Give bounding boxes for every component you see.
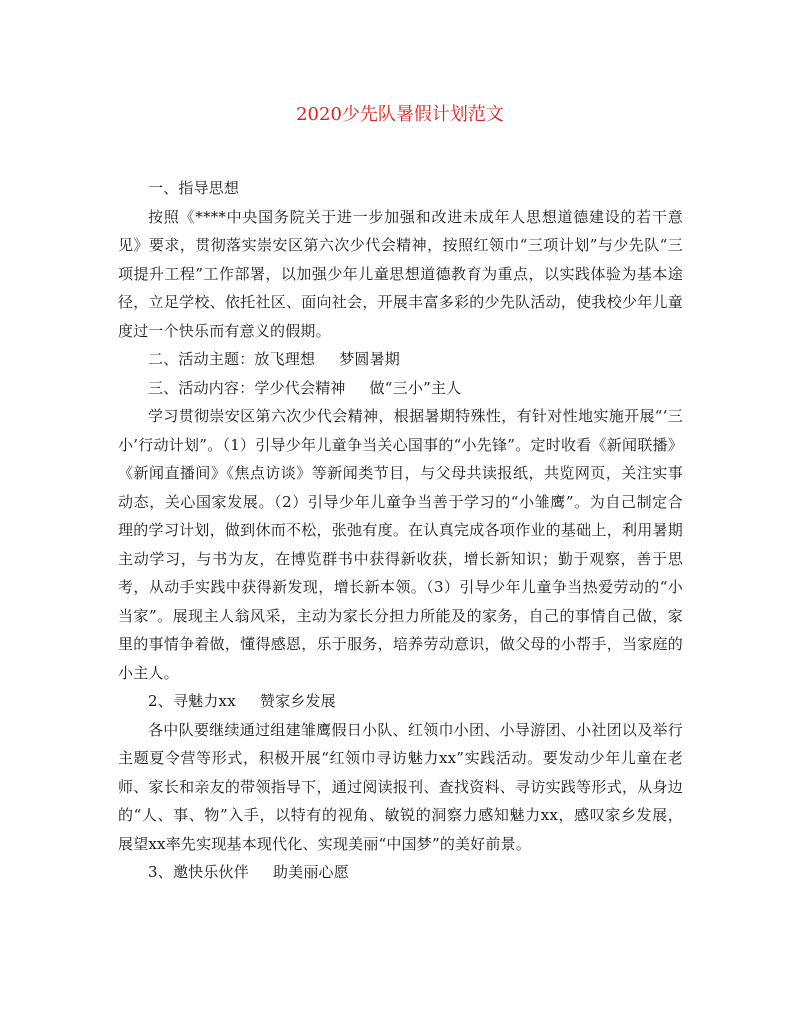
section-3-paragraph: 学习贯彻崇安区第六次少代会精神，根据暑期特殊性，有针对性地实施开展“‘三小’行动计划”。（1）引导少年儿童争当关心国事的“小先锋”。定时收看《新闻联播》《新闻直播间》《焦点访谈》等新闻类节目，与父母共读报纸，共览网页，关注实事动态，关心国家发展。（2）引导少年儿童争当善于学习的“小雏鹰”。为自己制定合理的学习计划，做到休而不松，张弛有度。在认真完成各项作业的基础上，利用暑期主动学习，与书为友，在博览群书中获得新收获，增长新知识；勤于观察，善于思考，从动手实践中获得新发现，增长新本领。（3）引导少年儿童争当热爱劳动的“小当家”。展现主人翁风采，主动为家长分担力所能及的家务，自己的事情自己做，家里的事情争着做，懂得感恩，乐于服务，培养劳动意识，做父母的小帮手，当家庭的小主人。 (118, 407, 683, 682)
section-3-heading (118, 374, 683, 403)
item-2-heading-theme: 赞家乡发展 (259, 692, 336, 710)
section-1-paragraph: 按照《****中央国务院关于进一步加强和改进未成年人思想道德建设的若干意见》要求，贯彻落实崇安区第六次少代会精神，按照红领巾“三项计划”与少先队“三项提升工程”工作部署，以加强少年儿童思想道德教育为重点，以实践体验为基本途径，立足学校、依托社区、面向社会，开展丰富多彩的少先队活动，使我校少年儿童度过一个快乐而有意义的假期。 (118, 207, 683, 340)
section-3-heading-theme: 做“三小”主人 (369, 378, 462, 397)
section-3-heading-label: 三、活动内容：学少代会精神 (148, 378, 346, 397)
item-2-heading-label: 2、寻魅力xx (148, 692, 236, 710)
document-body (118, 174, 683, 887)
document-title: 2020少先队暑假计划范文 (296, 104, 504, 125)
item-3-heading (118, 858, 683, 887)
section-2-heading-theme: 梦圆暑期 (339, 350, 401, 368)
item-3-heading-label: 3、邀快乐伙伴 (148, 863, 249, 881)
section-1-heading (118, 174, 683, 203)
section-2-heading-label: 二、活动主题：放飞理想 (148, 350, 316, 368)
item-2-heading (118, 687, 683, 716)
section-1-heading-text: 一、指导思想 (148, 179, 240, 197)
item-2-paragraph: 各中队要继续通过组建雏鹰假日小队、红领巾小团、小导游团、小社团以及举行主题夏令营等形式，积极开展“红领巾寻访魅力xx”实践活动。要发动少年儿童在老师、家长和亲友的带领指导下，通过阅读报刊、查找资料、寻访实践等形式，从身边的“人、事、物”入手，以特有的视角、敏锐的洞察力感知魅力xx，感叹家乡发展，展望xx率先实现基本现代化、实现美丽“中国梦”的美好前景。 (118, 720, 683, 853)
section-2-heading (118, 345, 683, 374)
item-3-heading-theme: 助美丽心愿 (272, 863, 349, 881)
